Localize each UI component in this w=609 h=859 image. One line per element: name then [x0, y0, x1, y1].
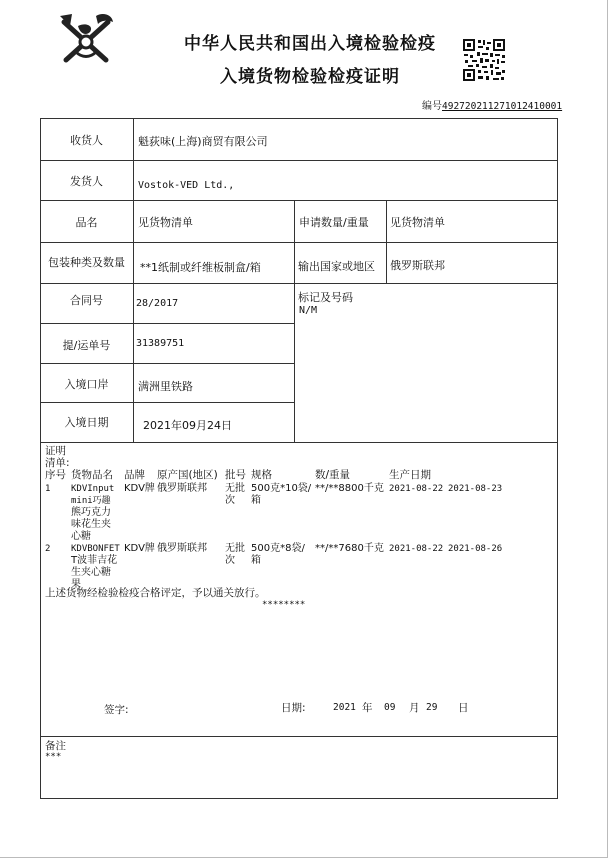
consignee-label: 收货人: [70, 134, 103, 147]
packing-label: 包装种类及数量: [48, 256, 125, 269]
row-qty: **/**7680千克: [315, 543, 384, 554]
certification-statement: 上述货物经检验检疫合格评定，予以通关放行。: [45, 587, 266, 599]
inspection-emblem-icon: [56, 12, 116, 68]
row-origin: 俄罗斯联邦: [157, 543, 207, 554]
row-name-line: 生夹心糖: [71, 567, 111, 578]
bl-value: 31389751: [136, 338, 185, 349]
row-name-line: 味花生夹: [71, 519, 111, 530]
entry-date-label: 入境日期: [64, 416, 109, 429]
sign-label: 签字:: [104, 704, 129, 716]
title-line-2: 入境货物检验检疫证明: [220, 67, 400, 87]
row-no: 2: [45, 544, 51, 554]
remarks-value: ***: [45, 752, 62, 762]
marks-value: N/M: [299, 305, 318, 316]
row-name-line: KDVInput: [71, 484, 115, 494]
row-spec-line: 箱: [251, 495, 261, 506]
date-day: 29: [426, 702, 438, 713]
row-name-line: 熊巧克力: [71, 507, 111, 518]
row-spec-line: 500克*8袋/: [251, 543, 305, 554]
row-prod-from: 2021-08-22: [389, 484, 444, 494]
row-prod-from: 2021-08-22: [389, 544, 444, 554]
marks-label: 标记及号码: [298, 291, 353, 304]
row-brand: KDV牌: [124, 543, 155, 554]
row-name-line: KDVBONFET: [71, 544, 120, 554]
row-batch-line: 次: [225, 495, 235, 506]
row-line: [40, 736, 558, 737]
row-name-line: 果: [71, 579, 81, 590]
goods-name-label: 品名: [75, 216, 98, 229]
col-header-brand: 品牌: [124, 469, 145, 481]
date-year-unit: 年: [362, 702, 373, 714]
cert-number-label: 编号: [422, 101, 442, 112]
row-name-line: 心糖: [71, 531, 91, 542]
entry-date-value: 2021年09月24日: [143, 419, 232, 432]
row-spec-line: 500克*10袋/: [251, 483, 312, 494]
row-spec-line: 箱: [251, 555, 261, 566]
row-brand: KDV牌: [124, 483, 155, 494]
qty-weight-label: 申请数量/重量: [299, 216, 369, 229]
list-title: 清单:: [45, 457, 70, 469]
date-month: 09: [384, 702, 396, 713]
col-header-prod-date: 生产日期: [389, 469, 431, 481]
row-origin: 俄罗斯联邦: [157, 483, 207, 494]
row-line: [40, 442, 558, 443]
consignor-label: 发货人: [70, 175, 103, 188]
cert-number-value: 492720211271012410001: [442, 101, 563, 112]
col-line: [133, 118, 134, 442]
row-batch-line: 次: [225, 555, 235, 566]
consignee-value: 魁荻味(上海)商贸有限公司: [138, 135, 268, 148]
col-line: [294, 200, 295, 442]
row-no: 1: [45, 484, 51, 494]
row-batch-line: 无批: [225, 543, 245, 554]
col-header-batch: 批号: [225, 469, 246, 481]
port-label: 入境口岸: [64, 378, 109, 391]
remarks-label: 备注: [45, 740, 66, 752]
bl-label: 提/运单号: [62, 339, 111, 352]
row-line: [40, 402, 294, 403]
row-name-line: mini巧趣: [71, 496, 111, 506]
col-header-origin: 原产国(地区): [157, 469, 218, 481]
row-name-line: T波菲吉花: [71, 555, 118, 566]
date-year: 2021: [333, 702, 356, 713]
row-line: [40, 323, 294, 324]
col-header-name: 货物品名: [71, 469, 113, 481]
row-qty: **/**8800千克: [315, 483, 384, 494]
qr-code-icon: [462, 38, 506, 82]
row-prod-to: 2021-08-26: [448, 544, 503, 554]
col-header-no: 序号: [45, 469, 66, 481]
date-label: 日期:: [281, 702, 306, 714]
col-line: [386, 200, 387, 283]
row-line: [40, 200, 558, 201]
row-prod-to: 2021-08-23: [448, 484, 503, 494]
stars-line: ********: [262, 600, 306, 610]
consignor-value: Vostok-VED Ltd.,: [138, 180, 235, 191]
col-header-spec: 规格: [251, 469, 272, 481]
date-month-unit: 月: [409, 702, 420, 714]
goods-name-value: 见货物清单: [138, 216, 193, 229]
certification-title: 证明: [45, 445, 66, 457]
row-line: [40, 242, 558, 243]
col-header-qty: 数/重量: [315, 469, 351, 481]
qty-weight-value: 见货物清单: [390, 216, 445, 229]
contract-label: 合同号: [70, 294, 103, 307]
origin-country-label: 输出国家或地区: [298, 260, 375, 273]
origin-country-value: 俄罗斯联邦: [390, 259, 445, 272]
date-day-unit: 日: [458, 702, 469, 714]
row-line: [40, 283, 558, 284]
cert-number: [422, 97, 562, 112]
row-line: [40, 160, 558, 161]
row-line: [40, 363, 294, 364]
contract-value: 28/2017: [136, 298, 179, 309]
title-line-1: 中华人民共和国出入境检验检疫: [184, 34, 436, 54]
port-value: 满洲里铁路: [138, 380, 193, 393]
row-batch-line: 无批: [225, 483, 245, 494]
packing-value: **1纸制或纤维板制盒/箱: [140, 261, 261, 274]
